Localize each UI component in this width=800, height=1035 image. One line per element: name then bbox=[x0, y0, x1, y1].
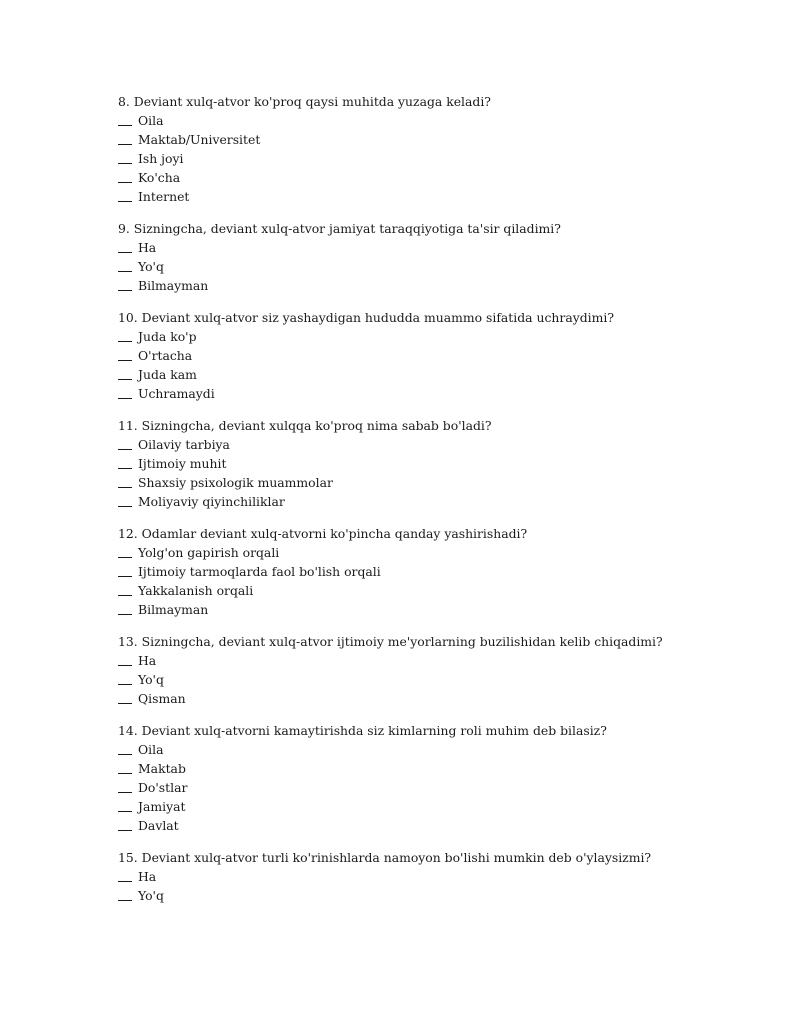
answer-blank[interactable] bbox=[118, 595, 132, 596]
answer-option[interactable] bbox=[118, 867, 758, 886]
answer-option[interactable] bbox=[118, 886, 758, 905]
answer-blank[interactable] bbox=[118, 144, 132, 145]
answer-option[interactable] bbox=[118, 797, 758, 816]
answer-blank[interactable] bbox=[118, 290, 132, 291]
option-label: Shaxsiy psixologik muammolar bbox=[138, 475, 333, 490]
answer-option[interactable] bbox=[118, 740, 758, 759]
answer-option[interactable] bbox=[118, 543, 758, 562]
answer-blank[interactable] bbox=[118, 182, 132, 183]
answer-option[interactable] bbox=[118, 257, 758, 276]
answer-blank[interactable] bbox=[118, 811, 132, 812]
question-11 bbox=[118, 416, 758, 511]
option-label: Uchramaydi bbox=[138, 386, 215, 401]
answer-blank[interactable] bbox=[118, 252, 132, 253]
question-9 bbox=[118, 219, 758, 295]
answer-blank[interactable] bbox=[118, 201, 132, 202]
question-title: 15. Deviant xulq-atvor turli ko'rinishlarda namoyon bo'lishi mumkin deb o'ylaysizmi? bbox=[118, 850, 652, 865]
answer-blank[interactable] bbox=[118, 487, 132, 488]
answer-blank[interactable] bbox=[118, 379, 132, 380]
question-title: 13. Sizningcha, deviant xulq-atvor ijtimoiy me'yorlarning buzilishidan kelib chiqadimi? bbox=[118, 634, 663, 649]
option-label: Yo'q bbox=[138, 888, 164, 903]
option-label: Ish joyi bbox=[138, 151, 184, 166]
answer-option[interactable] bbox=[118, 759, 758, 778]
answer-option[interactable] bbox=[118, 276, 758, 295]
option-label: Ha bbox=[138, 240, 157, 255]
answer-blank[interactable] bbox=[118, 881, 132, 882]
answer-option[interactable] bbox=[118, 492, 758, 511]
question-13 bbox=[118, 632, 758, 708]
option-label: Oila bbox=[138, 742, 164, 757]
option-label: Internet bbox=[138, 189, 190, 204]
option-label: Yo'q bbox=[138, 672, 164, 687]
answer-blank[interactable] bbox=[118, 754, 132, 755]
answer-blank[interactable] bbox=[118, 163, 132, 164]
question-10 bbox=[118, 308, 758, 403]
option-label: Oilaviy tarbiya bbox=[138, 437, 230, 452]
option-label: Ha bbox=[138, 869, 157, 884]
answer-blank[interactable] bbox=[118, 703, 132, 704]
answer-blank[interactable] bbox=[118, 614, 132, 615]
answer-option[interactable] bbox=[118, 689, 758, 708]
option-label: Yolg'on gapirish orqali bbox=[138, 545, 280, 560]
option-label: Ijtimoiy muhit bbox=[138, 456, 227, 471]
answer-option[interactable] bbox=[118, 187, 758, 206]
option-label: O'rtacha bbox=[138, 348, 193, 363]
answer-option[interactable] bbox=[118, 111, 758, 130]
questionnaire-page bbox=[118, 92, 758, 918]
answer-option[interactable] bbox=[118, 473, 758, 492]
answer-blank[interactable] bbox=[118, 271, 132, 272]
answer-option[interactable] bbox=[118, 600, 758, 619]
answer-option[interactable] bbox=[118, 327, 758, 346]
question-title: 11. Sizningcha, deviant xulqqa ko'proq nima sabab bo'ladi? bbox=[118, 418, 492, 433]
answer-option[interactable] bbox=[118, 130, 758, 149]
answer-option[interactable] bbox=[118, 365, 758, 384]
answer-blank[interactable] bbox=[118, 830, 132, 831]
answer-option[interactable] bbox=[118, 778, 758, 797]
answer-blank[interactable] bbox=[118, 665, 132, 666]
answer-option[interactable] bbox=[118, 670, 758, 689]
answer-option[interactable] bbox=[118, 346, 758, 365]
answer-option[interactable] bbox=[118, 168, 758, 187]
answer-blank[interactable] bbox=[118, 773, 132, 774]
question-8 bbox=[118, 92, 758, 206]
option-label: Do'stlar bbox=[138, 780, 188, 795]
option-label: Ijtimoiy tarmoqlarda faol bo'lish orqali bbox=[138, 564, 381, 579]
answer-blank[interactable] bbox=[118, 449, 132, 450]
answer-blank[interactable] bbox=[118, 398, 132, 399]
answer-blank[interactable] bbox=[118, 684, 132, 685]
question-title: 9. Sizningcha, deviant xulq-atvor jamiyat taraqqiyotiga ta'sir qiladimi? bbox=[118, 221, 561, 236]
question-12 bbox=[118, 524, 758, 619]
question-title: 8. Deviant xulq-atvor ko'proq qaysi muhitda yuzaga keladi? bbox=[118, 94, 491, 109]
option-label: Yo'q bbox=[138, 259, 164, 274]
option-label: Moliyaviy qiyinchiliklar bbox=[138, 494, 285, 509]
answer-option[interactable] bbox=[118, 581, 758, 600]
answer-blank[interactable] bbox=[118, 506, 132, 507]
answer-blank[interactable] bbox=[118, 341, 132, 342]
option-label: Juda ko'p bbox=[138, 329, 197, 344]
answer-option[interactable] bbox=[118, 149, 758, 168]
option-label: Bilmayman bbox=[138, 278, 209, 293]
option-label: Maktab bbox=[138, 761, 186, 776]
option-label: Ko'cha bbox=[138, 170, 181, 185]
answer-option[interactable] bbox=[118, 816, 758, 835]
question-title: 10. Deviant xulq-atvor siz yashaydigan hududda muammo sifatida uchraydimi? bbox=[118, 310, 614, 325]
answer-blank[interactable] bbox=[118, 900, 132, 901]
option-label: Davlat bbox=[138, 818, 179, 833]
answer-blank[interactable] bbox=[118, 125, 132, 126]
question-15 bbox=[118, 848, 758, 905]
answer-blank[interactable] bbox=[118, 576, 132, 577]
answer-option[interactable] bbox=[118, 562, 758, 581]
answer-option[interactable] bbox=[118, 651, 758, 670]
question-title: 12. Odamlar deviant xulq-atvorni ko'pincha qanday yashirishadi? bbox=[118, 526, 528, 541]
answer-option[interactable] bbox=[118, 435, 758, 454]
option-label: Yakkalanish orqali bbox=[138, 583, 254, 598]
option-label: Maktab/Universitet bbox=[138, 132, 261, 147]
answer-blank[interactable] bbox=[118, 468, 132, 469]
option-label: Qisman bbox=[138, 691, 186, 706]
answer-blank[interactable] bbox=[118, 792, 132, 793]
answer-blank[interactable] bbox=[118, 557, 132, 558]
option-label: Jamiyat bbox=[138, 799, 186, 814]
question-title: 14. Deviant xulq-atvorni kamaytirishda siz kimlarning roli muhim deb bilasiz? bbox=[118, 723, 607, 738]
option-label: Ha bbox=[138, 653, 157, 668]
question-14 bbox=[118, 721, 758, 835]
option-label: Oila bbox=[138, 113, 164, 128]
answer-blank[interactable] bbox=[118, 360, 132, 361]
answer-option[interactable] bbox=[118, 238, 758, 257]
option-label: Juda kam bbox=[138, 367, 197, 382]
answer-option[interactable] bbox=[118, 454, 758, 473]
answer-option[interactable] bbox=[118, 384, 758, 403]
option-label: Bilmayman bbox=[138, 602, 209, 617]
